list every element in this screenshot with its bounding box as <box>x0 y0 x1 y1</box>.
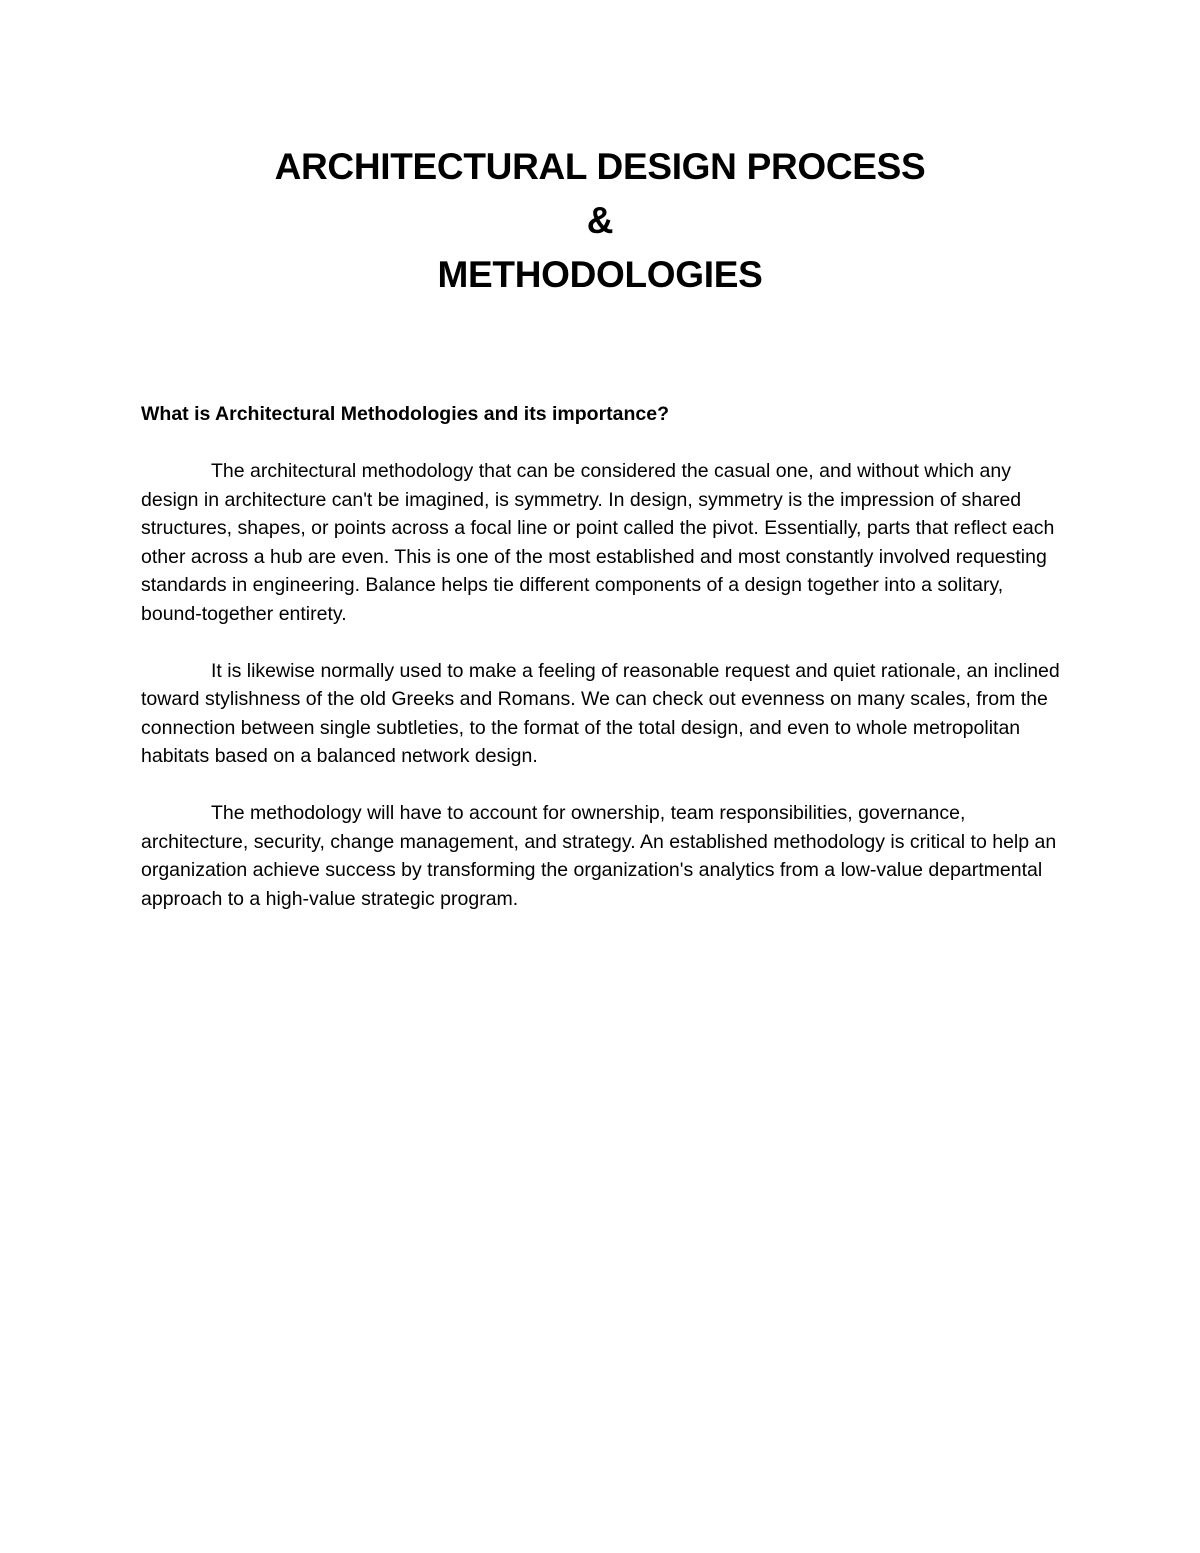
paragraph-3: The methodology will have to account for ownership, team responsibilities, governance, architecture, security, change management, and strategy. An established methodology is critical to help an organization achieve success by transforming the organization's analytics from a low-value departmental approach to a high-value strategic program. <box>141 802 1057 910</box>
section-question-heading: What is Architectural Methodologies and its importance? <box>141 403 670 425</box>
paragraph-1: The architectural methodology that can be considered the casual one, and without which any design in architecture can't be imagined, is symmetry. In design, symmetry is the impression of shared structures, shapes, or points across a focal line or point called the pivot. Essentially, parts that reflect each other across a hub are even. This is one of the most established and most constantly involved requesting standards in engineering. Balance helps tie different components of a design together into a solitary, bound-together entirety. <box>141 460 1055 625</box>
title-line-1: ARCHITECTURAL DESIGN PROCESS <box>274 146 926 187</box>
document-title <box>0 140 1200 302</box>
paragraph-2: It is likewise normally used to make a feeling of reasonable request and quiet rationale, an inclined toward stylishness of the old Greeks and Romans. We can check out evenness on many scales, from the connection between single subtleties, to the format of the total design, and even to whole metropolitan habitats based on a balanced network design. <box>141 659 1060 767</box>
document-body <box>141 400 1066 942</box>
title-line-3: METHODOLOGIES <box>437 254 763 295</box>
title-line-2: & <box>586 200 614 241</box>
